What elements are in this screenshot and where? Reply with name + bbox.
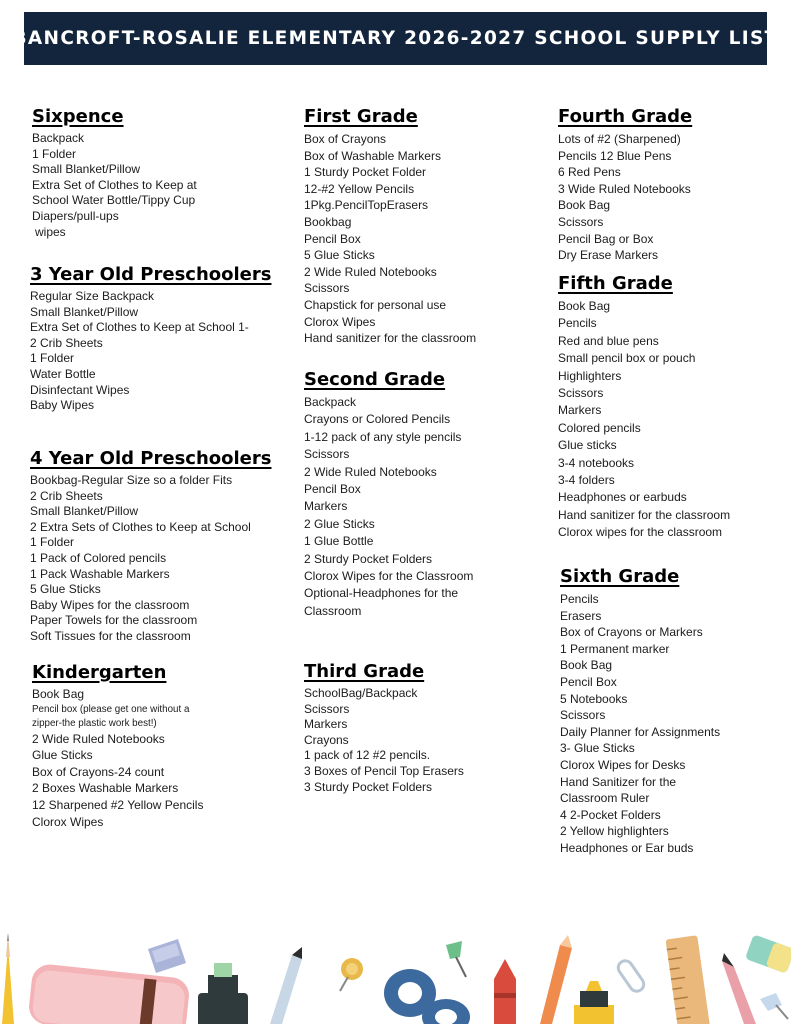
list-item: Scissors: [560, 708, 606, 723]
list-item: Small Blanket/Pillow: [30, 304, 139, 319]
list-item: 4 2-Pocket Folders: [560, 807, 661, 822]
section-fifth-grade: [558, 273, 730, 542]
list-item: Hand Sanitizer for the: [560, 774, 677, 789]
section-4-year-old-preschoolers: [30, 448, 271, 645]
list-item: 2 Wide Ruled Notebooks: [304, 464, 437, 479]
list-item: Bookbag: [304, 214, 352, 229]
supply-list-second-grade: [304, 394, 473, 620]
supply-list-3-year-old: [30, 289, 271, 414]
list-item: Pencil box (please get one without a: [32, 703, 190, 715]
supply-list-4-year-old: [30, 473, 271, 645]
list-item: 1 pack of 12 #2 pencils.: [304, 748, 431, 763]
list-item: Pencils: [560, 592, 599, 606]
list-item: Scissors: [304, 281, 350, 296]
section-second-grade: [304, 369, 473, 620]
pushpin-icon: [760, 993, 788, 1019]
section-heading-fifth-grade: Fifth Grade: [558, 273, 673, 294]
list-item: Colored pencils: [558, 420, 641, 435]
list-item: Dry Erase Markers: [558, 248, 659, 263]
section-heading-4-year-old: 4 Year Old Preschoolers: [30, 448, 272, 469]
list-item: Glue Sticks: [32, 748, 93, 763]
section-heading-sixpence: Sixpence: [32, 106, 124, 127]
list-item: Pencil Bag or Box: [558, 231, 654, 246]
list-item: Backpack: [304, 395, 357, 409]
list-item: Baby Wipes: [30, 398, 95, 413]
section-heading-kindergarten: Kindergarten: [32, 662, 167, 683]
list-item: Box of Crayons or Markers: [560, 625, 703, 640]
list-item: Bookbag-Regular Size so a folder Fits: [30, 473, 233, 487]
list-item: 12-#2 Yellow Pencils: [304, 181, 415, 196]
page-title: BANCROFT-ROSALIE ELEMENTARY 2026-2027 SCHOOL SUPPLY LIST: [12, 28, 779, 49]
list-item: Backpack: [32, 131, 85, 145]
section-heading-3-year-old: 3 Year Old Preschoolers: [30, 264, 272, 285]
supply-list-fifth-grade: [558, 298, 730, 542]
list-item: Pencils 12 Blue Pens: [558, 148, 672, 163]
list-item: Book Bag: [558, 299, 611, 313]
list-item: 3 Sturdy Pocket Folders: [304, 779, 433, 794]
section-fourth-grade: [558, 106, 692, 264]
pencil-icon: [270, 947, 302, 1024]
list-item: Book Bag: [32, 687, 85, 701]
section-third-grade: [304, 661, 464, 795]
sharpener-icon: [148, 939, 186, 973]
section-3-year-old-preschoolers: [30, 264, 271, 414]
eraser-icon: [745, 934, 791, 973]
section-first-grade: [304, 106, 476, 347]
supply-list-sixpence: [32, 131, 197, 240]
list-item: 3 Boxes of Pencil Top Erasers: [304, 763, 464, 778]
list-item: School Water Bottle/Tippy Cup: [32, 193, 196, 208]
list-item: 2 Yellow highlighters: [560, 824, 669, 839]
pencil-icon: [540, 935, 572, 1024]
list-item: 2 Crib Sheets: [30, 335, 103, 350]
list-item: Clorox wipes for the classroom: [558, 525, 723, 540]
section-heading-second-grade: Second Grade: [304, 369, 446, 390]
list-item: Glue sticks: [558, 438, 617, 453]
list-item: Hand sanitizer for the classroom: [304, 331, 477, 346]
list-item: Box of Crayons: [304, 132, 387, 146]
highlighter-icon: [198, 963, 248, 1024]
list-item: Pencils: [558, 316, 597, 331]
list-item: 2 Wide Ruled Notebooks: [304, 264, 437, 279]
list-item: Pencil Box: [560, 674, 617, 689]
list-item: 1 Pack of Colored pencils: [30, 550, 167, 565]
list-item: Hand sanitizer for the classroom: [558, 507, 731, 522]
list-item: Book Bag: [560, 658, 613, 673]
school-supplies-illustration: [0, 905, 791, 1024]
list-item: 1 Folder: [30, 535, 75, 550]
list-item: SchoolBag/Backpack: [304, 686, 418, 700]
section-sixpence: [32, 106, 197, 240]
list-item: 5 Glue Sticks: [30, 582, 101, 597]
list-item: Erasers: [560, 608, 602, 623]
list-item: Box of Crayons-24 count: [32, 764, 165, 779]
list-item: Baby Wipes for the classroom: [30, 597, 190, 612]
list-item: 12 Sharpened #2 Yellow Pencils: [32, 797, 204, 812]
list-item: 1 Pack Washable Markers: [30, 566, 170, 581]
list-item: Soft Tissues for the classroom: [30, 628, 191, 643]
list-item: Markers: [558, 403, 602, 418]
list-item: Disinfectant Wipes: [30, 382, 130, 397]
supply-list-fourth-grade: [558, 131, 692, 264]
list-item: Clorox Wipes for the Classroom: [304, 569, 474, 584]
list-item: Regular Size Backpack: [30, 289, 155, 303]
list-item: Small Blanket/Pillow: [32, 162, 141, 177]
supply-list-first-grade: [304, 131, 476, 347]
list-item: Small pencil box or pouch: [558, 351, 696, 366]
supply-list-third-grade: [304, 686, 464, 795]
list-item: 1 Folder: [30, 351, 75, 366]
list-item: 2 Crib Sheets: [30, 488, 103, 503]
list-item: 1Pkg.PencilTopErasers: [304, 198, 429, 213]
list-item: Clorox Wipes for Desks: [560, 757, 686, 772]
list-item: Extra Set of Clothes to Keep at: [32, 177, 197, 192]
list-item: Highlighters: [558, 368, 622, 383]
section-heading-sixth-grade: Sixth Grade: [560, 566, 680, 587]
list-item: Daily Planner for Assignments: [560, 724, 721, 739]
list-item: 3- Glue Sticks: [560, 741, 635, 756]
pushpin-icon: [340, 958, 363, 991]
list-item: Classroom Ruler: [560, 791, 650, 806]
pencil-icon: [722, 953, 756, 1024]
highlighter-icon: [574, 981, 614, 1024]
list-item: 2 Extra Sets of Clothes to Keep at School: [30, 519, 251, 534]
list-item: Markers: [304, 717, 348, 732]
list-item: 2 Boxes Washable Markers: [32, 781, 179, 796]
list-item: Headphones or earbuds: [558, 490, 687, 505]
list-item: 2 Wide Ruled Notebooks: [32, 731, 165, 746]
crayon-icon: [494, 959, 516, 1024]
section-heading-fourth-grade: Fourth Grade: [558, 106, 693, 127]
list-item: Scissors: [558, 386, 604, 401]
list-item: Lots of #2 (Sharpened): [558, 132, 681, 146]
list-item: Book Bag: [558, 198, 611, 213]
title-banner: [12, 12, 779, 65]
list-item: 3-4 notebooks: [558, 455, 635, 470]
supply-list-sixth-grade: [560, 591, 720, 857]
list-item: 2 Glue Sticks: [304, 516, 375, 531]
list-item: Paper Towels for the classroom: [30, 613, 198, 628]
list-item: Water Bottle: [30, 366, 96, 381]
list-item: 5 Notebooks: [560, 691, 628, 706]
list-item: Scissors: [304, 701, 350, 716]
list-item: wipes: [35, 224, 66, 239]
paperclip-icon: [616, 958, 647, 994]
list-item: Crayons or Colored Pencils: [304, 412, 451, 427]
list-item: Clorox Wipes: [304, 314, 376, 329]
list-item: Scissors: [304, 447, 350, 462]
list-item: Box of Washable Markers: [304, 148, 441, 163]
list-item: Markers: [304, 499, 348, 514]
ruler-icon: [665, 935, 710, 1024]
scissors-icon: [384, 969, 470, 1024]
list-item: 3 Wide Ruled Notebooks: [558, 181, 691, 196]
list-item: Diapers/pull-ups: [32, 208, 119, 223]
list-item: Crayons: [304, 732, 349, 747]
list-item: 1-12 pack of any style pencils: [304, 429, 462, 444]
list-item: 5 Glue Sticks: [304, 248, 375, 263]
list-item: 1 Folder: [32, 146, 77, 161]
section-kindergarten: [32, 662, 203, 830]
list-item: Pencil Box: [304, 231, 361, 246]
list-item: Red and blue pens: [558, 333, 659, 348]
section-sixth-grade: [560, 566, 720, 857]
list-item: Pencil Box: [304, 482, 361, 497]
list-item: Optional-Headphones for the: [304, 586, 459, 601]
list-item: 2 Sturdy Pocket Folders: [304, 551, 433, 566]
notebook-icon: [27, 963, 190, 1024]
list-item: Chapstick for personal use: [304, 297, 447, 312]
supply-list-kindergarten: [32, 687, 203, 830]
pushpin-icon: [446, 941, 466, 977]
list-item: Clorox Wipes: [32, 814, 104, 829]
section-heading-third-grade: Third Grade: [304, 661, 425, 682]
list-item: 6 Red Pens: [558, 165, 621, 180]
list-item: Classroom: [304, 603, 362, 618]
list-item: Extra Set of Clothes to Keep at School 1-: [30, 320, 249, 335]
list-item: 1 Permanent marker: [560, 641, 670, 656]
list-item: Headphones or Ear buds: [560, 840, 694, 855]
list-item: zipper-the plastic work best!): [32, 717, 157, 729]
list-item: 3-4 folders: [558, 473, 615, 488]
section-heading-first-grade: First Grade: [304, 106, 418, 127]
list-item: Small Blanket/Pillow: [30, 504, 139, 519]
list-item: Scissors: [558, 214, 604, 229]
list-item: 1 Sturdy Pocket Folder: [304, 165, 427, 180]
list-item: 1 Glue Bottle: [304, 534, 374, 549]
pencil-icon: [2, 933, 14, 1024]
